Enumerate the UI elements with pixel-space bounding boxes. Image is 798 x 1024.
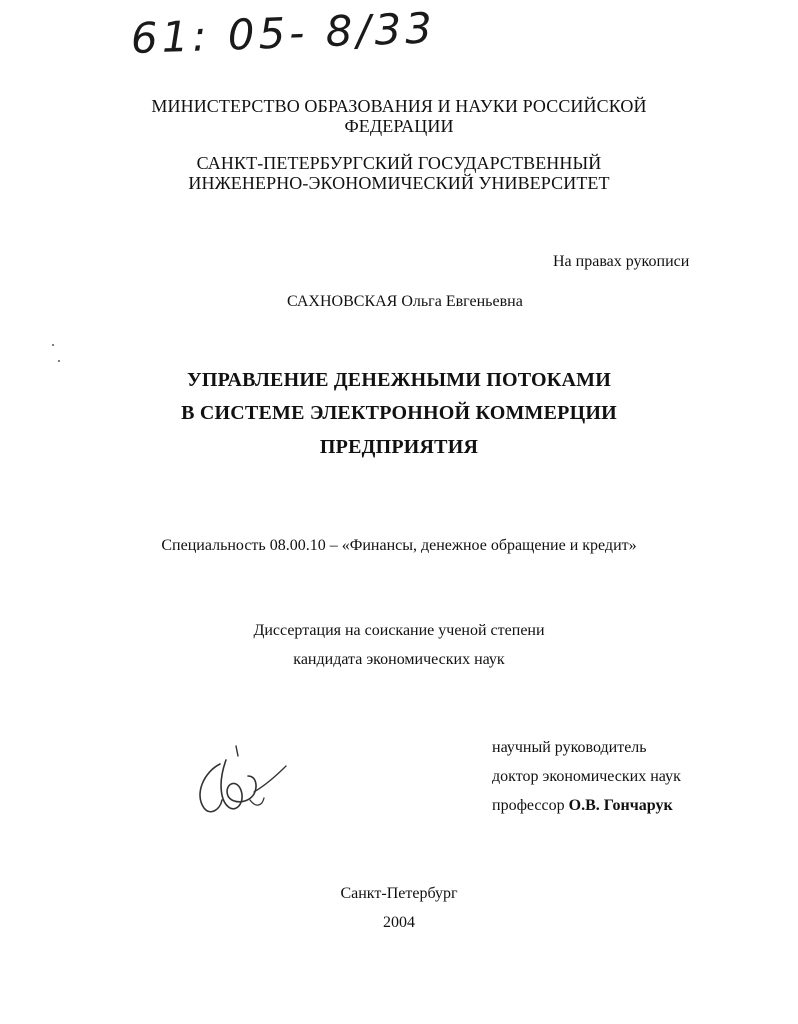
manuscript-note: На правах рукописи xyxy=(553,253,690,270)
advisor-name-line xyxy=(492,797,673,815)
advisor-name: О.В. Гончарук xyxy=(568,797,673,814)
thesis-title-line-2: В СИСТЕМЕ ЭЛЕКТРОННОЙ КОММЕРЦИИ xyxy=(181,402,617,424)
university-name-line-1: САНКТ-ПЕТЕРБУРГСКИЙ ГОСУДАРСТВЕННЫЙ xyxy=(196,153,602,173)
scan-speck xyxy=(52,344,54,346)
thesis-title-line-1: УПРАВЛЕНИЕ ДЕНЕЖНЫМИ ПОТОКАМИ xyxy=(187,369,611,391)
archive-number: 61: 05- 8/33 xyxy=(130,3,437,63)
advisor-degree: доктор экономических наук xyxy=(492,768,681,785)
specialty-line: Специальность 08.00.10 – «Финансы, денежное обращение и кредит» xyxy=(161,537,637,554)
university-name-line-2: ИНЖЕНЕРНО-ЭКОНОМИЧЕСКИЙ УНИВЕРСИТЕТ xyxy=(188,173,610,193)
signature-mark xyxy=(190,742,300,822)
dissertation-degree-line-2: кандидата экономических наук xyxy=(293,651,505,668)
ministry-name-line-1: МИНИСТЕРСТВО ОБРАЗОВАНИЯ И НАУКИ РОССИЙСКОЙ xyxy=(151,96,647,116)
ministry-name-line-2: ФЕДЕРАЦИИ xyxy=(344,116,454,136)
dissertation-degree-line-1: Диссертация на соискание ученой степени xyxy=(253,622,545,639)
advisor-title-prefix: профессор xyxy=(492,797,565,814)
scan-speck xyxy=(58,360,60,362)
advisor-role: научный руководитель xyxy=(492,739,647,756)
author-name: САХНОВСКАЯ Ольга Евгеньевна xyxy=(287,293,523,310)
thesis-title-line-3: ПРЕДПРИЯТИЯ xyxy=(319,436,479,458)
year: 2004 xyxy=(383,914,415,931)
city: Санкт-Петербург xyxy=(340,885,458,902)
